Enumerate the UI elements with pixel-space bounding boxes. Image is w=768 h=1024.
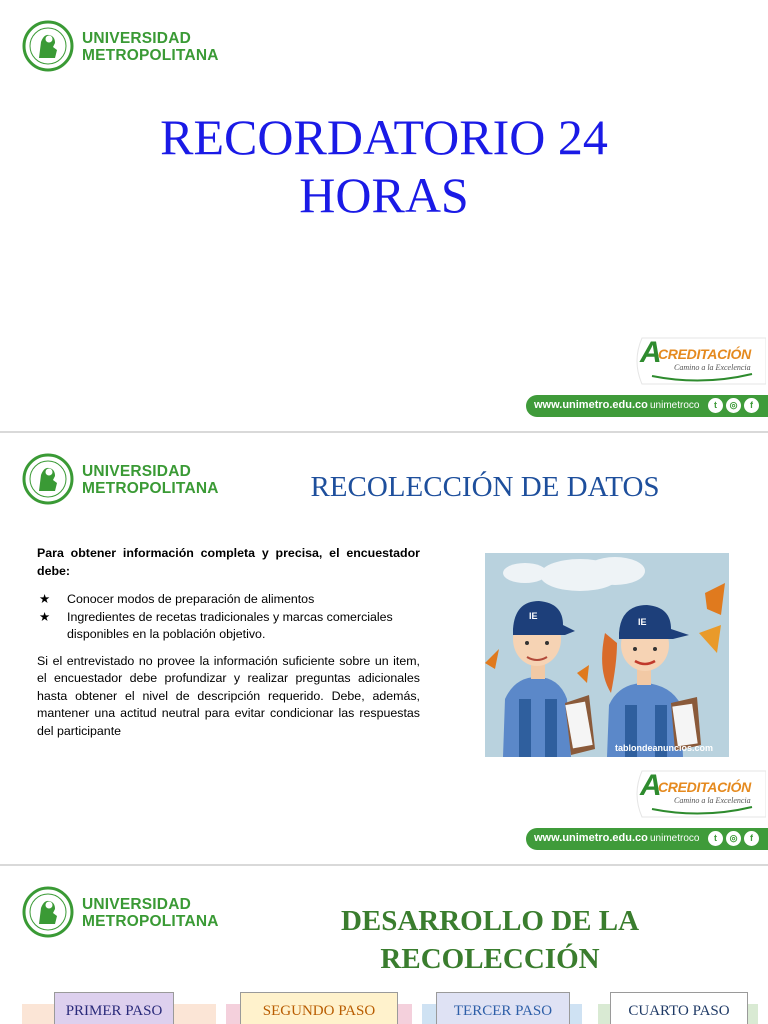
facebook-icon[interactable]: f — [744, 831, 759, 846]
slide-recoleccion-datos — [0, 433, 768, 864]
footer-handle: unimetroco — [650, 400, 700, 411]
slide-title — [300, 902, 680, 978]
footer-url[interactable]: www.unimetro.edu.co — [534, 832, 648, 844]
twitter-icon[interactable]: t — [708, 398, 723, 413]
footer-bar — [526, 828, 768, 850]
university-name-line2: METROPOLITANA — [82, 47, 219, 64]
slide-title: RECOLECCIÓN DE DATOS — [310, 471, 660, 503]
accreditation-letter: A — [640, 336, 662, 369]
slide-title-line2: HORAS — [299, 167, 469, 223]
image-watermark: tablondeanuncios.com — [615, 743, 714, 753]
slide-body — [37, 545, 420, 740]
bullet-list — [37, 591, 420, 644]
step-label: TERCER PASO — [436, 992, 570, 1024]
facebook-icon[interactable]: f — [744, 398, 759, 413]
footer-url[interactable]: www.unimetro.edu.co — [534, 399, 648, 411]
slide-title-line1: DESARROLLO DE LA — [340, 905, 640, 937]
list-item — [37, 609, 420, 644]
body-paragraph: Si el entrevistado no provee la información suficiente sobre un item, el encuestador debe profundizar y realizar preguntas adicionales hasta obtener el nivel de descripción requerido. Debe, además, mantener una actitud neutral para evitar condicionar las respuestas del participante — [37, 653, 420, 738]
step-tercer-paso — [422, 992, 582, 1024]
bullet-text: Ingredientes de recetas tradicionales y marcas comerciales disponibles en la población objetivo. — [67, 609, 393, 641]
university-name-line1: UNIVERSIDAD — [82, 463, 191, 480]
star-bullet-icon: ★ — [39, 592, 51, 606]
university-seal-icon — [22, 20, 74, 72]
step-label: CUARTO PASO — [610, 992, 748, 1024]
bullet-text: Conocer modos de preparación de alimentos — [67, 592, 315, 606]
accreditation-badge — [632, 334, 766, 386]
step-label: SEGUNDO PASO — [240, 992, 398, 1024]
university-name-line2: METROPOLITANA — [82, 913, 219, 930]
slide-recordatorio — [0, 0, 768, 431]
slide-title — [0, 108, 768, 224]
accreditation-tagline: Camino a la Excelencia — [674, 363, 751, 372]
university-logo — [22, 20, 232, 76]
university-seal-icon — [22, 886, 74, 938]
slide-title-line1: RECORDATORIO 24 — [160, 109, 608, 165]
university-name-line2: METROPOLITANA — [82, 480, 219, 497]
twitter-icon[interactable]: t — [708, 831, 723, 846]
footer-handle: unimetroco — [650, 833, 700, 844]
slide-title-line2: RECOLECCIÓN — [380, 943, 600, 975]
instagram-icon[interactable]: ◎ — [726, 398, 741, 413]
surveyors-illustration — [485, 553, 729, 757]
star-bullet-icon: ★ — [39, 609, 51, 624]
step-segundo-paso — [226, 992, 412, 1024]
svg-text:IE: IE — [638, 617, 647, 627]
footer-bar — [526, 395, 768, 417]
svg-text:IE: IE — [529, 611, 538, 621]
university-logo — [22, 453, 232, 509]
university-name-line1: UNIVERSIDAD — [82, 30, 191, 47]
accreditation-word: CREDITACIÓN — [658, 779, 751, 795]
step-cuarto-paso — [598, 992, 758, 1024]
step-label: PRIMER PASO — [54, 992, 174, 1024]
list-item — [37, 591, 420, 609]
accreditation-badge — [632, 767, 766, 819]
accreditation-tagline: Camino a la Excelencia — [674, 796, 751, 805]
university-seal-icon — [22, 453, 74, 505]
accreditation-letter: A — [640, 769, 662, 802]
intro-text: Para obtener información completa y precisa, el encuestador debe: — [37, 546, 420, 578]
university-name-line1: UNIVERSIDAD — [82, 896, 191, 913]
university-logo — [22, 886, 232, 942]
step-primer-paso — [22, 992, 216, 1024]
instagram-icon[interactable]: ◎ — [726, 831, 741, 846]
slide-desarrollo-recoleccion — [0, 866, 768, 1024]
accreditation-word: CREDITACIÓN — [658, 346, 751, 362]
